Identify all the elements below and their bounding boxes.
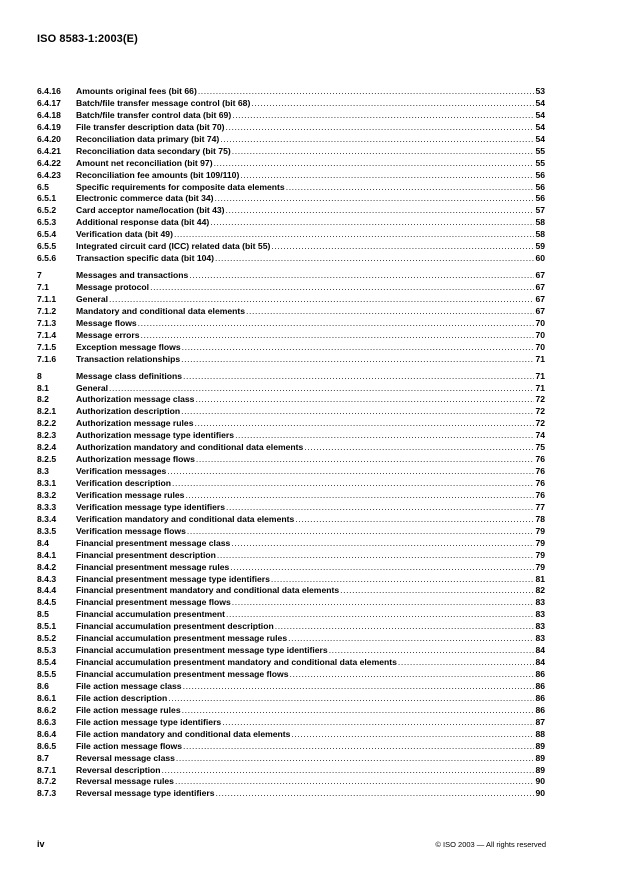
toc-entry[interactable] — [37, 110, 545, 122]
toc-entry-number: 6.4.19 — [37, 121, 61, 132]
toc-entry[interactable] — [37, 354, 545, 366]
toc-entry-number: 8 — [37, 370, 42, 381]
toc-entry-title: Reversal message class — [76, 752, 175, 763]
toc-entry[interactable] — [37, 442, 545, 454]
toc-entry[interactable] — [37, 98, 545, 110]
toc-entry[interactable] — [37, 490, 545, 502]
toc-entry-number: 8.2.4 — [37, 442, 57, 453]
toc-entry-page: 76 — [535, 454, 545, 465]
toc-dot-leader — [226, 502, 534, 514]
toc-entry-page: 70 — [535, 341, 545, 352]
toc-dot-leader — [194, 418, 534, 430]
toc-entry-number: 6.5.6 — [37, 253, 57, 264]
toc-entry-page: 56 — [535, 181, 545, 192]
toc-entry-title: Financial presentment message class — [76, 537, 231, 548]
toc-entry-title: Amount net reconciliation (bit 97) — [76, 157, 213, 168]
toc-dot-leader — [214, 158, 535, 170]
toc-entry-title: Financial presentment message type identifiers — [76, 573, 270, 584]
toc-dot-leader — [162, 765, 535, 777]
toc-dot-leader — [286, 182, 535, 194]
toc-entry-page: 58 — [535, 217, 545, 228]
toc-entry-page: 90 — [535, 788, 545, 799]
toc-entry-title: Messages and transactions — [76, 270, 189, 281]
toc-entry-title: Transaction specific data (bit 104) — [76, 253, 215, 264]
toc-dot-leader — [275, 621, 535, 633]
toc-entry-title: Message errors — [76, 329, 140, 340]
toc-dot-leader — [109, 383, 534, 395]
toc-dot-leader — [182, 342, 535, 354]
toc-entry-number: 7.1.4 — [37, 329, 57, 340]
toc-entry-number: 8.6.1 — [37, 692, 57, 703]
toc-entry[interactable] — [37, 776, 545, 788]
toc-entry-title: Financial presentment message flows — [76, 597, 231, 608]
toc-entry[interactable] — [37, 609, 545, 621]
toc-entry-number: 8.1 — [37, 382, 49, 393]
table-of-contents — [37, 86, 545, 800]
toc-entry-number: 7 — [37, 270, 42, 281]
toc-entry-title: Amounts original fees (bit 66) — [76, 86, 197, 96]
toc-entry-number: 6.4.22 — [37, 157, 61, 168]
toc-entry-number: 8.4.3 — [37, 573, 57, 584]
toc-dot-leader — [172, 478, 534, 490]
page-number: iv — [37, 839, 45, 849]
toc-entry-title: Message protocol — [76, 282, 150, 292]
toc-entry[interactable] — [37, 330, 545, 342]
toc-dot-leader — [304, 442, 534, 454]
toc-entry-title: Financial accumulation presentment message rules — [76, 633, 288, 644]
toc-entry-page: 86 — [535, 680, 545, 691]
toc-entry[interactable] — [37, 502, 545, 514]
toc-entry-title: Reversal message rules — [76, 776, 174, 787]
toc-entry-page: 71 — [535, 353, 545, 364]
toc-dot-leader — [398, 657, 535, 669]
toc-entry[interactable] — [37, 134, 545, 146]
toc-dot-leader — [141, 330, 535, 342]
toc-entry-number: 7.1.2 — [37, 305, 57, 316]
toc-entry-page: 79 — [535, 561, 545, 572]
toc-entry[interactable] — [37, 669, 545, 681]
toc-dot-leader — [222, 717, 534, 729]
toc-dot-leader — [329, 645, 535, 657]
toc-entry-page: 75 — [535, 442, 545, 453]
toc-entry-number: 6.4.20 — [37, 133, 61, 144]
toc-entry-number: 8.4.1 — [37, 549, 57, 560]
toc-entry-number: 7.1 — [37, 282, 49, 292]
toc-entry-page: 86 — [535, 692, 545, 703]
toc-entry-page: 77 — [535, 501, 545, 512]
toc-dot-leader — [183, 741, 534, 753]
toc-entry-title: Verification message flows — [76, 525, 186, 536]
toc-dot-leader — [174, 229, 534, 241]
toc-entry[interactable] — [37, 158, 545, 170]
toc-entry-title: Verification data (bit 49) — [76, 229, 173, 240]
toc-entry-title: Financial accumulation presentment message flows — [76, 669, 289, 679]
toc-dot-leader — [230, 562, 534, 574]
toc-dot-leader — [226, 122, 535, 134]
toc-entry-page: 76 — [535, 466, 545, 477]
toc-entry-page: 83 — [535, 621, 545, 632]
toc-entry-number: 8.5 — [37, 609, 49, 620]
toc-entry[interactable] — [37, 585, 545, 597]
toc-entry-number: 7.1.5 — [37, 341, 57, 352]
toc-entry-number: 8.2.2 — [37, 418, 57, 429]
toc-entry[interactable] — [37, 241, 545, 253]
toc-entry-title: Financial accumulation presentment mandatory and conditional data elements — [76, 657, 397, 668]
toc-entry-number: 8.4.4 — [37, 585, 57, 596]
toc-entry-title: Financial presentment description — [76, 549, 216, 560]
toc-entry-title: File action message flows — [76, 740, 183, 751]
toc-entry-title: Reconciliation data primary (bit 74) — [76, 133, 220, 144]
toc-dot-leader — [138, 318, 535, 330]
toc-entry-title: Batch/file transfer control data (bit 69) — [76, 109, 232, 120]
toc-dot-leader — [167, 466, 534, 478]
toc-entry-number: 6.4.16 — [37, 86, 61, 96]
toc-entry[interactable] — [37, 562, 545, 574]
toc-entry-page: 87 — [535, 716, 545, 727]
toc-dot-leader — [291, 729, 534, 741]
toc-entry-title: Verification mandatory and conditional data elements — [76, 513, 295, 524]
toc-entry-page: 84 — [535, 657, 545, 668]
toc-entry[interactable] — [37, 217, 545, 229]
toc-entry-number: 8.5.1 — [37, 621, 57, 632]
toc-entry-number: 6.5 — [37, 181, 49, 192]
toc-entry[interactable] — [37, 574, 545, 586]
toc-dot-leader — [295, 514, 534, 526]
toc-dot-leader — [198, 86, 535, 98]
toc-entry-number: 8.4 — [37, 537, 49, 548]
toc-dot-leader — [226, 205, 535, 217]
toc-entry-page: 74 — [535, 430, 545, 441]
toc-entry-title: File transfer description data (bit 70) — [76, 121, 225, 132]
toc-entry[interactable] — [37, 633, 545, 645]
toc-dot-leader — [232, 146, 535, 158]
toc-entry-number: 6.4.21 — [37, 145, 61, 156]
toc-entry-title: Reconciliation fee amounts (bit 109/110) — [76, 169, 240, 180]
toc-entry-title: Financial accumulation presentment — [76, 609, 225, 620]
toc-dot-leader — [215, 193, 535, 205]
toc-dot-leader — [182, 705, 535, 717]
toc-entry-page: 71 — [535, 382, 545, 393]
toc-entry[interactable] — [37, 526, 545, 538]
toc-entry-title: General — [76, 382, 109, 393]
toc-entry-number: 8.6 — [37, 680, 49, 691]
toc-entry[interactable] — [37, 294, 545, 306]
toc-entry-page: 86 — [535, 704, 545, 715]
toc-dot-leader — [232, 110, 534, 122]
toc-dot-leader — [235, 430, 534, 442]
toc-entry-number: 6.5.1 — [37, 193, 57, 204]
toc-entry-number: 8.6.2 — [37, 704, 57, 715]
toc-entry-title: Reversal description — [76, 764, 161, 775]
toc-entry-title: Authorization message class — [76, 394, 195, 405]
toc-dot-leader — [226, 609, 534, 621]
toc-dot-leader — [168, 693, 534, 705]
toc-entry[interactable] — [37, 170, 545, 182]
toc-entry-page: 83 — [535, 609, 545, 620]
toc-entry[interactable] — [37, 270, 545, 282]
toc-entry[interactable] — [37, 86, 545, 98]
toc-entry[interactable] — [37, 538, 545, 550]
toc-entry-page: 84 — [535, 645, 545, 656]
toc-dot-leader — [271, 574, 535, 586]
toc-entry[interactable] — [37, 717, 545, 729]
toc-entry-number: 8.6.3 — [37, 716, 57, 727]
toc-entry-title: Financial accumulation presentment description — [76, 621, 274, 632]
toc-entry-page: 71 — [535, 370, 545, 381]
toc-dot-leader — [176, 753, 535, 765]
toc-entry[interactable] — [37, 765, 545, 777]
toc-dot-leader — [231, 538, 534, 550]
toc-entry-title: Exception message flows — [76, 341, 181, 352]
toc-entry-page: 54 — [535, 97, 545, 108]
toc-entry[interactable] — [37, 205, 545, 217]
toc-entry[interactable] — [37, 282, 545, 294]
toc-entry-number: 8.5.5 — [37, 669, 57, 679]
toc-entry-number: 8.6.5 — [37, 740, 57, 751]
toc-entry[interactable] — [37, 122, 545, 134]
toc-entry-page: 89 — [535, 740, 545, 751]
copyright-notice: © ISO 2003 — All rights reserved — [435, 840, 546, 849]
toc-entry-page: 89 — [535, 764, 545, 775]
toc-entry[interactable] — [37, 318, 545, 330]
toc-entry-title: File action message class — [76, 680, 182, 691]
toc-entry-title: File action message rules — [76, 704, 181, 715]
toc-entry-number: 6.4.17 — [37, 97, 61, 108]
toc-entry-page: 56 — [535, 193, 545, 204]
toc-entry-title: Reconciliation data secondary (bit 75) — [76, 145, 231, 156]
toc-entry-title: File action message type identifiers — [76, 716, 222, 727]
toc-entry[interactable] — [37, 406, 545, 418]
toc-entry[interactable] — [37, 193, 545, 205]
toc-dot-leader — [290, 669, 535, 681]
toc-entry-number: 8.7.1 — [37, 764, 57, 775]
toc-entry-page: 79 — [535, 549, 545, 560]
toc-entry-number: 8.4.2 — [37, 561, 57, 572]
toc-entry[interactable] — [37, 394, 545, 406]
toc-entry-page: 67 — [535, 282, 545, 292]
toc-entry-title: Authorization mandatory and conditional data elements — [76, 442, 304, 453]
toc-entry-number: 8.5.2 — [37, 633, 57, 644]
toc-entry-title: Authorization message flows — [76, 454, 195, 465]
toc-entry-page: 83 — [535, 633, 545, 644]
toc-dot-leader — [217, 550, 535, 562]
toc-entry-page: 79 — [535, 525, 545, 536]
toc-entry[interactable] — [37, 621, 545, 633]
toc-entry-page: 67 — [535, 305, 545, 316]
toc-entry-number: 8.2.5 — [37, 454, 57, 465]
toc-entry[interactable] — [37, 550, 545, 562]
toc-entry[interactable] — [37, 229, 545, 241]
toc-entry-title: Financial presentment message rules — [76, 561, 230, 572]
toc-entry-number: 6.5.4 — [37, 229, 57, 240]
toc-entry-title: Card acceptor name/location (bit 43) — [76, 205, 225, 216]
toc-dot-leader — [175, 776, 534, 788]
toc-entry-page: 70 — [535, 317, 545, 328]
toc-entry-number: 8.3.2 — [37, 489, 57, 500]
toc-entry-title: Verification description — [76, 478, 172, 488]
toc-entry-page: 88 — [535, 728, 545, 739]
toc-entry-number: 8.5.3 — [37, 645, 57, 656]
toc-entry-page: 86 — [535, 669, 545, 679]
toc-entry-number: 6.5.2 — [37, 205, 57, 216]
toc-entry-number: 6.5.5 — [37, 241, 57, 252]
toc-entry[interactable] — [37, 182, 545, 194]
toc-dot-leader — [185, 490, 534, 502]
toc-dot-leader — [216, 788, 535, 800]
toc-entry-page: 76 — [535, 478, 545, 488]
toc-dot-leader — [220, 134, 534, 146]
toc-entry-title: Batch/file transfer message control (bit 68) — [76, 97, 251, 108]
toc-entry-page: 60 — [535, 253, 545, 264]
toc-entry-page: 54 — [535, 121, 545, 132]
toc-entry-number: 6.4.18 — [37, 109, 61, 120]
toc-entry-title: Authorization description — [76, 406, 181, 417]
toc-entry[interactable] — [37, 146, 545, 158]
toc-entry-title: Financial accumulation presentment message type identifiers — [76, 645, 328, 656]
toc-entry-title: Specific requirements for composite data elements — [76, 181, 285, 192]
toc-dot-leader — [340, 585, 534, 597]
toc-entry-page: 58 — [535, 229, 545, 240]
toc-entry-page: 72 — [535, 394, 545, 405]
toc-entry-page: 55 — [535, 157, 545, 168]
toc-entry[interactable] — [37, 741, 545, 753]
toc-dot-leader — [215, 253, 534, 265]
toc-entry-title: Message flows — [76, 317, 137, 328]
toc-entry[interactable] — [37, 430, 545, 442]
toc-entry-title: Reversal message type identifiers — [76, 788, 215, 799]
toc-entry-page: 67 — [535, 293, 545, 304]
toc-entry-number: 8.6.4 — [37, 728, 57, 739]
document-header: ISO 8583-1:2003(E) — [37, 33, 138, 45]
toc-entry-number: 7.1.1 — [37, 293, 57, 304]
toc-entry[interactable] — [37, 454, 545, 466]
toc-entry[interactable] — [37, 466, 545, 478]
toc-entry-page: 81 — [535, 573, 545, 584]
toc-entry-title: General — [76, 293, 109, 304]
toc-dot-leader — [288, 633, 534, 645]
toc-entry-page: 79 — [535, 537, 545, 548]
toc-entry[interactable] — [37, 645, 545, 657]
toc-entry-title: Verification message type identifiers — [76, 501, 226, 512]
toc-dot-leader — [271, 241, 534, 253]
toc-dot-leader — [246, 306, 534, 318]
toc-entry-number: 7.1.3 — [37, 317, 57, 328]
toc-entry[interactable] — [37, 729, 545, 741]
toc-entry[interactable] — [37, 371, 545, 383]
toc-entry-page: 72 — [535, 406, 545, 417]
toc-dot-leader — [150, 282, 534, 294]
toc-entry-page: 54 — [535, 133, 545, 144]
toc-entry-number: 8.2 — [37, 394, 49, 405]
toc-entry-page: 67 — [535, 270, 545, 281]
toc-entry-page: 72 — [535, 418, 545, 429]
toc-entry-title: Message class definitions — [76, 370, 183, 381]
toc-dot-leader — [109, 294, 534, 306]
toc-dot-leader — [251, 98, 534, 110]
toc-entry-number: 8.7.2 — [37, 776, 57, 787]
toc-entry[interactable] — [37, 383, 545, 395]
toc-entry-number: 8.3.4 — [37, 513, 57, 524]
toc-entry[interactable] — [37, 418, 545, 430]
toc-entry-number: 8.3.5 — [37, 525, 57, 536]
toc-dot-leader — [181, 406, 534, 418]
toc-entry-title: Authorization message rules — [76, 418, 194, 429]
toc-entry-title: Transaction relationships — [76, 353, 181, 364]
toc-entry-page: 83 — [535, 597, 545, 608]
toc-entry[interactable] — [37, 597, 545, 609]
toc-dot-leader — [183, 681, 535, 693]
toc-dot-leader — [210, 217, 534, 229]
toc-entry[interactable] — [37, 693, 545, 705]
toc-dot-leader — [232, 597, 535, 609]
toc-entry-page: 70 — [535, 329, 545, 340]
toc-entry-title: Mandatory and conditional data elements — [76, 305, 246, 316]
toc-entry-page: 89 — [535, 752, 545, 763]
toc-entry-title: File action description — [76, 692, 168, 703]
toc-entry[interactable] — [37, 705, 545, 717]
toc-entry-page: 90 — [535, 776, 545, 787]
toc-entry-page: 54 — [535, 109, 545, 120]
toc-entry-number: 6.4.23 — [37, 169, 61, 180]
toc-entry-number: 8.7 — [37, 752, 49, 763]
toc-entry[interactable] — [37, 342, 545, 354]
toc-entry-number: 8.3 — [37, 466, 49, 477]
toc-dot-leader — [240, 170, 534, 182]
toc-entry-title: Authorization message type identifiers — [76, 430, 235, 441]
toc-entry-page: 82 — [535, 585, 545, 596]
toc-entry[interactable] — [37, 478, 545, 490]
toc-entry[interactable] — [37, 753, 545, 765]
toc-entry-page: 53 — [535, 86, 545, 96]
toc-dot-leader — [189, 270, 534, 282]
toc-entry-number: 8.3.3 — [37, 501, 57, 512]
toc-entry-number: 8.3.1 — [37, 478, 57, 488]
toc-entry-title: Integrated circuit card (ICC) related data (bit 55) — [76, 241, 271, 252]
toc-entry-page: 55 — [535, 145, 545, 156]
toc-entry-title: Financial presentment mandatory and conditional data elements — [76, 585, 340, 596]
toc-entry-title: Electronic commerce data (bit 34) — [76, 193, 214, 204]
toc-entry-page: 78 — [535, 513, 545, 524]
toc-entry-page: 56 — [535, 169, 545, 180]
toc-entry[interactable] — [37, 306, 545, 318]
toc-dot-leader — [196, 454, 535, 466]
toc-entry[interactable] — [37, 681, 545, 693]
toc-entry[interactable] — [37, 657, 545, 669]
toc-dot-leader — [187, 526, 535, 538]
toc-entry-number: 6.5.3 — [37, 217, 57, 228]
toc-entry-page: 76 — [535, 489, 545, 500]
toc-entry-number: 8.4.5 — [37, 597, 57, 608]
toc-entry-title: Additional response data (bit 44) — [76, 217, 210, 228]
toc-entry[interactable] — [37, 788, 545, 800]
toc-entry[interactable] — [37, 253, 545, 265]
toc-entry-page: 59 — [535, 241, 545, 252]
toc-entry-title: Verification message rules — [76, 489, 185, 500]
toc-entry-number: 8.7.3 — [37, 788, 57, 799]
toc-entry-number: 8.2.1 — [37, 406, 57, 417]
toc-entry-number: 8.5.4 — [37, 657, 57, 668]
toc-entry-title: Verification messages — [76, 466, 167, 477]
toc-dot-leader — [183, 371, 534, 383]
toc-entry[interactable] — [37, 514, 545, 526]
toc-entry-number: 7.1.6 — [37, 353, 57, 364]
toc-dot-leader — [195, 394, 534, 406]
toc-entry-page: 57 — [535, 205, 545, 216]
toc-dot-leader — [181, 354, 534, 366]
toc-entry-title: File action mandatory and conditional data elements — [76, 728, 291, 739]
toc-entry-number: 8.2.3 — [37, 430, 57, 441]
